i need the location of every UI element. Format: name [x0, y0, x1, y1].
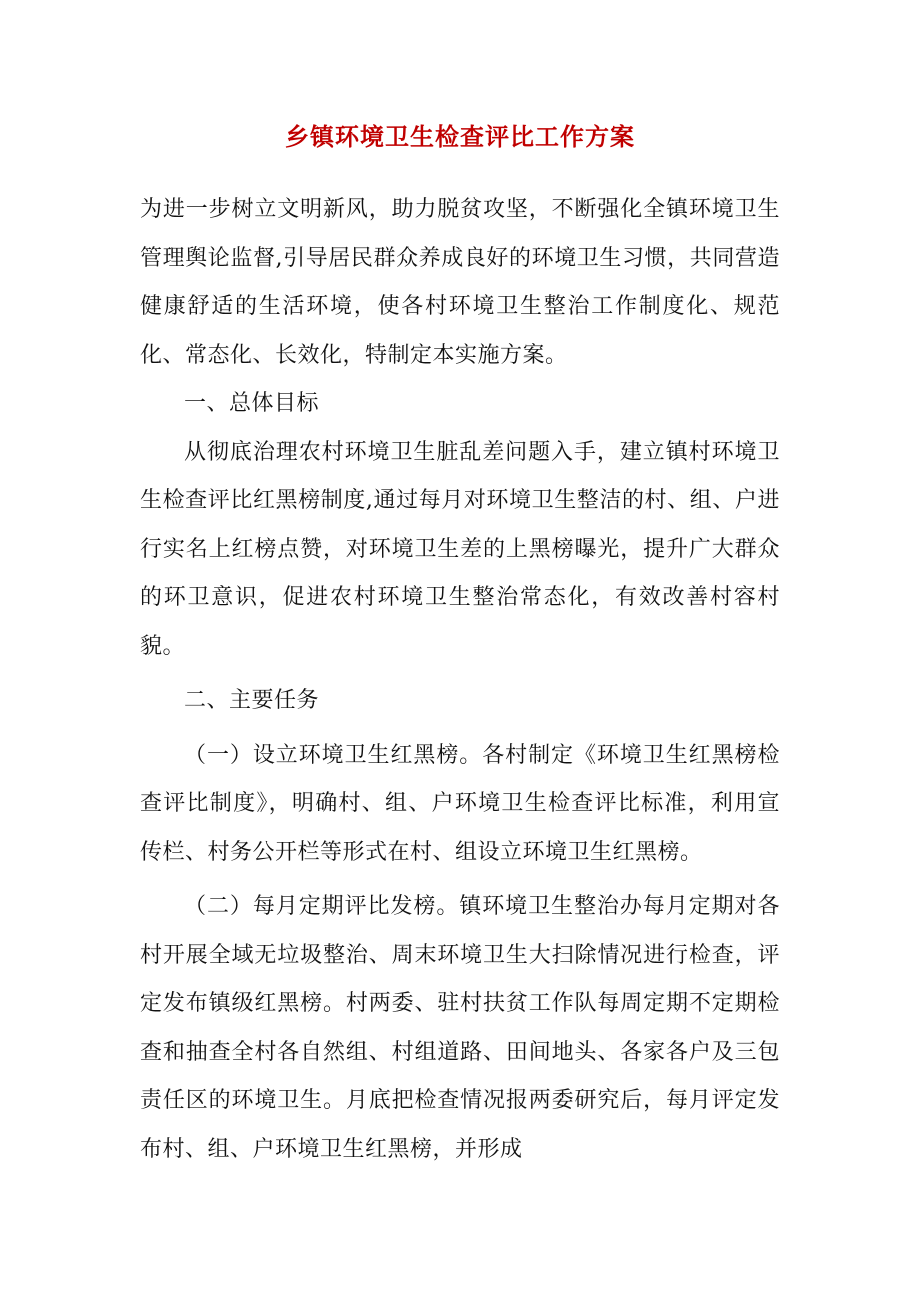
section-heading-goals: 一、总体目标 — [184, 391, 320, 416]
intro-paragraph: 为进一步树立文明新风，助力脱贫攻坚，不断强化全镇环境卫生管理舆论监督,引导居民群众养成良好的环境卫生习惯，共同营造健康舒适的生活环境，使各村环境卫生整治工作制度化、规范化、常态化、长效化，特制定本实施方案。 — [140, 197, 780, 368]
section-heading-tasks: 二、主要任务 — [184, 688, 320, 713]
document-body — [140, 186, 780, 1174]
task-2-paragraph: （二）每月定期评比发榜。镇环境卫生整治办每月定期对各村开展全域无垃圾整治、周末环境卫生大扫除情况进行检查，评定发布镇级红黑榜。村两委、驻村扶贫工作队每周定期不定期检查和抽查全村各自然组、村组道路、田间地头、各家各户及三包责任区的环境卫生。月底把检查情况报两委研究后，每月评定发布村、组、户环境卫生红黑榜，并形成 — [140, 894, 780, 1162]
goals-paragraph: 从彻底治理农村环境卫生脏乱差问题入手，建立镇村环境卫生检查评比红黑榜制度,通过每月对环境卫生整洁的村、组、户进行实名上红榜点赞，对环境卫生差的上黑榜曝光，提升广大群众的环卫意识，促进农村环境卫生整治常态化，有效改善村容村貌。 — [140, 439, 780, 659]
document-title: 乡镇环境卫生检查评比工作方案 — [285, 122, 635, 151]
task-1-paragraph: （一）设立环境卫生红黑榜。各村制定《环境卫生红黑榜检查评比制度》，明确村、组、户环境卫生检查评比标准，利用宣传栏、村务公开栏等形式在村、组设立环境卫生红黑榜。 — [140, 742, 780, 865]
